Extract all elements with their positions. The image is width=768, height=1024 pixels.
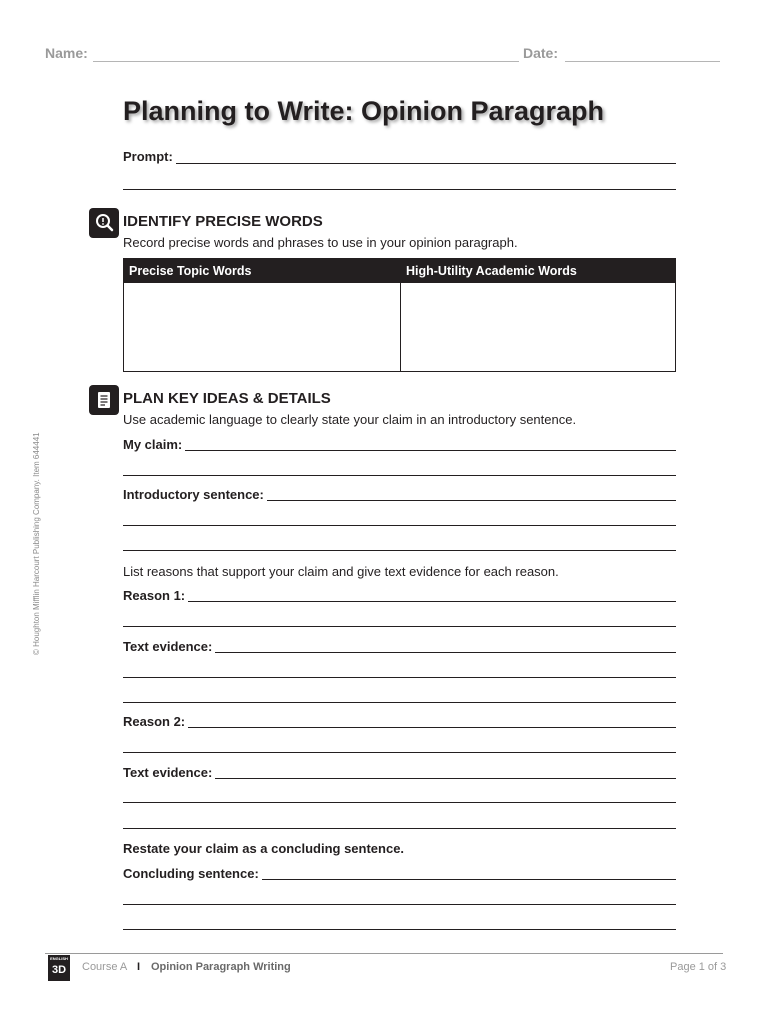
- evidence2-line-2[interactable]: [123, 802, 676, 803]
- footer-divider: [45, 953, 723, 954]
- section-instruction-key-ideas: Use academic language to clearly state your claim in an introductory sentence.: [123, 412, 577, 427]
- words-table: [123, 258, 676, 372]
- intro-line-3[interactable]: [123, 550, 676, 551]
- table-header-topic-words: Precise Topic Words: [124, 259, 401, 283]
- concluding-line-2[interactable]: [123, 904, 676, 905]
- prompt-line-1[interactable]: [123, 163, 676, 164]
- section-heading-precise-words: IDENTIFY PRECISE WORDS: [123, 213, 323, 230]
- prompt-line-2[interactable]: [123, 189, 676, 190]
- magnifier-icon: [89, 208, 119, 238]
- page-title: Planning to Write: Opinion Paragraph: [123, 96, 605, 126]
- concluding-sentence-label: Concluding sentence:: [123, 866, 262, 881]
- topic-words-cell[interactable]: [124, 283, 401, 372]
- my-claim-line-2[interactable]: [123, 475, 676, 476]
- date-field[interactable]: [565, 61, 720, 62]
- date-label: Date:: [523, 45, 559, 61]
- restate-instruction: Restate your claim as a concluding sentence.: [123, 841, 407, 856]
- evidence2-label: Text evidence:: [123, 765, 215, 780]
- intro-sentence-label: Introductory sentence:: [123, 487, 267, 502]
- footer-page-number: Page 1 of 3: [670, 961, 727, 973]
- reason1-line-1[interactable]: [123, 601, 676, 602]
- prompt-label: Prompt:: [123, 149, 176, 164]
- reason2-line-1[interactable]: [123, 727, 676, 728]
- evidence1-line-3[interactable]: [123, 702, 676, 703]
- footer-separator: I: [137, 961, 141, 973]
- document-icon: [89, 385, 119, 415]
- reason2-label: Reason 2:: [123, 714, 188, 729]
- logo-text: 3D: [51, 964, 67, 976]
- footer-doc-title: Opinion Paragraph Writing: [151, 961, 291, 973]
- logo-top-text: ENGLISH: [50, 956, 68, 961]
- evidence2-line-3[interactable]: [123, 828, 676, 829]
- concluding-line-3[interactable]: [123, 929, 676, 930]
- english-3d-logo: [48, 955, 70, 981]
- reason1-line-2[interactable]: [123, 626, 676, 627]
- table-header-academic-words: High-Utility Academic Words: [401, 259, 676, 283]
- evidence1-line-2[interactable]: [123, 677, 676, 678]
- my-claim-line-1[interactable]: [123, 450, 676, 451]
- name-label: Name:: [45, 45, 88, 61]
- evidence1-label: Text evidence:: [123, 639, 215, 654]
- section-instruction-precise-words: Record precise words and phrases to use in your opinion paragraph.: [123, 235, 518, 250]
- intro-line-2[interactable]: [123, 525, 676, 526]
- copyright-credit: © Houghton Mifflin Harcourt Publishing Company. Item 644441: [32, 432, 41, 655]
- reasons-instruction: List reasons that support your claim and give text evidence for each reason.: [123, 564, 559, 579]
- reason1-label: Reason 1:: [123, 588, 188, 603]
- reason2-line-2[interactable]: [123, 752, 676, 753]
- my-claim-label: My claim:: [123, 437, 185, 452]
- section-heading-key-ideas: PLAN KEY IDEAS & DETAILS: [123, 390, 331, 407]
- name-field[interactable]: [93, 61, 519, 62]
- academic-words-cell[interactable]: [401, 283, 676, 372]
- footer-course: Course A: [82, 961, 128, 973]
